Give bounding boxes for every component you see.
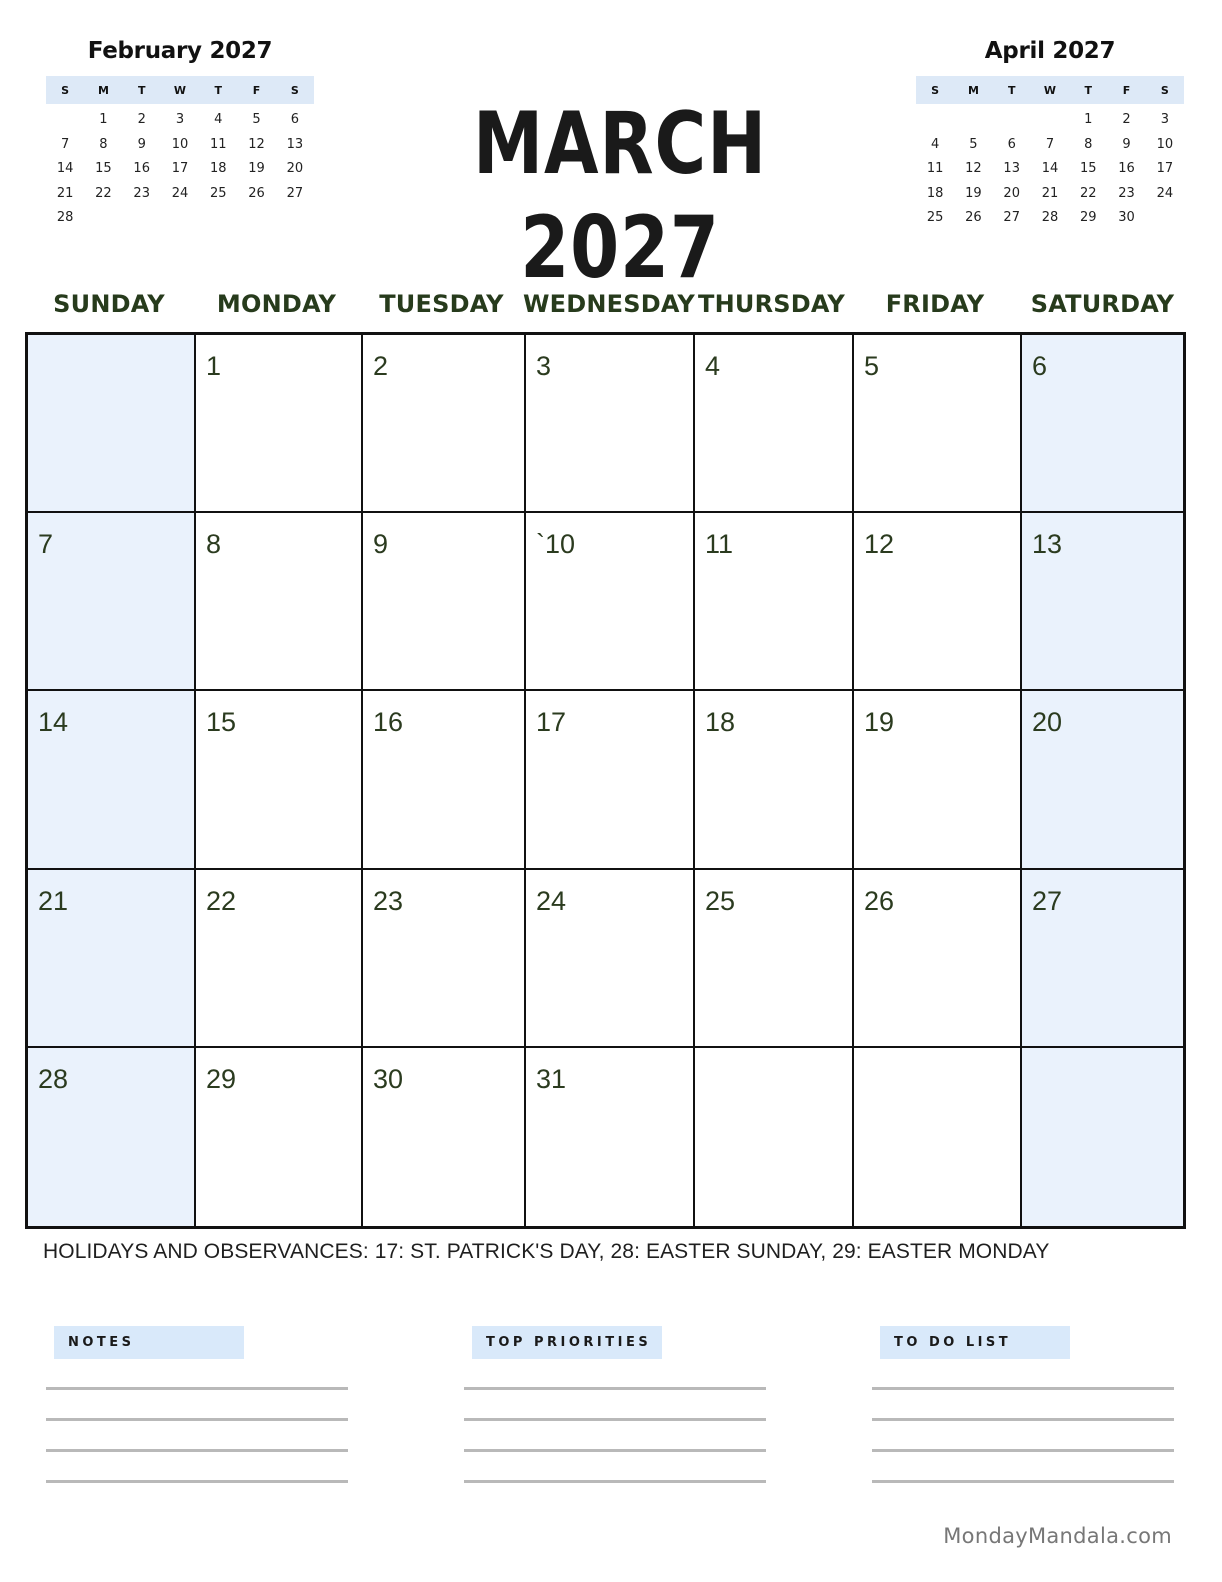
day-number: 28 [38, 1063, 69, 1094]
day-cell [695, 691, 854, 869]
mini-day-number: 21 [1041, 185, 1059, 201]
mini-weekday-label: W [1043, 83, 1057, 97]
mini-day-number: 6 [290, 112, 299, 127]
day-cell [1022, 870, 1183, 1048]
day-number: 5 [864, 351, 880, 381]
mini-day-number: 14 [56, 161, 74, 176]
day-cell [854, 691, 1022, 869]
mini-day-number: 9 [1122, 136, 1131, 152]
mini-calendar-title: April 2027 [984, 38, 1116, 64]
mini-weekday-label: T [1007, 83, 1016, 97]
day-cell [363, 1048, 526, 1226]
mini-weekday-label: M [97, 83, 109, 97]
day-cell [196, 513, 363, 691]
day-number: 21 [38, 885, 69, 916]
top-priorities-section [464, 1326, 766, 1483]
month-grid [25, 332, 1186, 1229]
day-number: 29 [206, 1063, 237, 1094]
weekday-label: MONDAY [216, 290, 337, 318]
day-number: 12 [864, 529, 895, 560]
mini-day-number: 18 [210, 161, 227, 176]
mini-day-number: 16 [133, 161, 150, 176]
section-label: TO DO LIST [880, 1326, 1070, 1359]
day-cell [196, 870, 363, 1048]
mini-weekday-label: S [931, 83, 940, 97]
mini-weekday-label: T [1084, 83, 1093, 97]
writing-line [46, 1449, 348, 1452]
mini-weekday-label: S [290, 83, 299, 97]
day-number: 8 [206, 529, 222, 560]
mini-day-number: 30 [1118, 210, 1135, 225]
mini-day-number: 4 [214, 112, 223, 127]
day-cell [196, 335, 363, 513]
writing-line [46, 1480, 348, 1483]
notes-section [46, 1326, 348, 1483]
mini-day-number: 23 [133, 185, 150, 201]
weekday-label: WEDNESDAY [523, 290, 695, 318]
day-number: 1 [206, 351, 222, 381]
mini-day-number: 2 [1122, 112, 1131, 127]
day-cell [526, 1048, 695, 1226]
mini-calendar-days [46, 108, 314, 231]
day-number: 13 [1032, 529, 1063, 560]
footer-brand: MondayMandala.com [943, 1524, 1172, 1548]
to-do-list-section [872, 1326, 1174, 1483]
mini-day-number: 26 [965, 210, 982, 225]
mini-day-number: 6 [1007, 136, 1016, 152]
mini-day-number: 3 [175, 112, 185, 127]
writing-line [464, 1418, 766, 1421]
day-number: 26 [864, 885, 895, 916]
holidays-text: HOLIDAYS AND OBSERVANCES: 17: ST. PATRICK'S DAY, 28: EASTER SUNDAY, 29: EASTER MONDAY [43, 1240, 1050, 1263]
mini-weekday-label: F [1122, 83, 1131, 97]
day-number: 23 [373, 885, 404, 916]
day-cell [1022, 335, 1183, 513]
writing-line [464, 1387, 766, 1390]
day-number: 9 [373, 529, 389, 560]
mini-day-number: 18 [926, 185, 944, 201]
mini-day-number: 8 [99, 136, 108, 152]
day-number: 4 [705, 351, 721, 381]
day-number: 30 [373, 1063, 404, 1094]
day-cell [526, 335, 695, 513]
writing-line [872, 1387, 1174, 1390]
day-number: 22 [206, 885, 237, 916]
page-title: MARCH 2027 [473, 94, 767, 298]
day-cell [1022, 513, 1183, 691]
day-cell [28, 870, 196, 1048]
mini-day-number: 29 [1080, 210, 1097, 225]
writing-line [46, 1387, 348, 1390]
mini-day-number: 22 [95, 185, 112, 201]
mini-day-number: 5 [969, 136, 978, 152]
day-cell [196, 1048, 363, 1226]
mini-calendar-days [916, 108, 1184, 231]
mini-day-number: 17 [171, 161, 189, 176]
day-cell [854, 1048, 1022, 1226]
mini-day-number: 1 [99, 112, 108, 127]
mini-weekday-label: M [967, 83, 979, 97]
day-cell [1022, 691, 1183, 869]
day-cell [854, 513, 1022, 691]
writing-line [46, 1418, 348, 1421]
weekday-header-row [25, 282, 1186, 326]
day-cell [28, 335, 196, 513]
writing-line [464, 1449, 766, 1452]
mini-day-number [1031, 108, 1069, 133]
mini-day-number: 4 [931, 136, 940, 152]
day-number: 6 [1032, 351, 1048, 381]
day-cell [526, 513, 695, 691]
mini-calendar-weekday-row [46, 76, 314, 104]
mini-day-number: 25 [926, 210, 944, 225]
mini-day-number: 27 [1003, 210, 1020, 225]
mini-day-number: 20 [286, 161, 304, 176]
day-cell [526, 870, 695, 1048]
mini-day-number: 2 [137, 112, 146, 127]
mini-weekday-label: S [1160, 83, 1169, 97]
mini-day-number: 10 [171, 136, 189, 152]
day-cell [695, 513, 854, 691]
writing-line [872, 1418, 1174, 1421]
mini-day-number [993, 108, 1031, 133]
day-number: 3 [536, 351, 552, 381]
day-number: 18 [705, 707, 736, 738]
mini-day-number: 11 [210, 136, 227, 152]
day-cell [695, 870, 854, 1048]
mini-day-number: 22 [1080, 185, 1097, 201]
mini-day-number: 13 [286, 136, 304, 152]
day-cell [363, 335, 526, 513]
day-cell [28, 691, 196, 869]
writing-line [464, 1480, 766, 1483]
day-number: 20 [1032, 707, 1063, 738]
writing-line [872, 1449, 1174, 1452]
weekday-label: SATURDAY [1030, 290, 1175, 318]
day-cell [526, 691, 695, 869]
mini-day-number: 23 [1118, 185, 1135, 201]
mini-day-number: 14 [1041, 161, 1059, 176]
day-number: 24 [536, 885, 567, 916]
section-label: NOTES [54, 1326, 244, 1359]
day-cell [363, 513, 526, 691]
mini-day-number: 13 [1003, 161, 1020, 176]
mini-day-number: 17 [1156, 161, 1174, 176]
mini-day-number: 26 [248, 185, 265, 201]
day-cell [695, 1048, 854, 1226]
mini-day-number: 11 [926, 161, 944, 176]
mini-day-number: 24 [1156, 185, 1174, 201]
mini-day-number: 12 [965, 161, 982, 176]
mini-calendar-weekday-row [916, 76, 1184, 104]
mini-weekday-label: S [61, 83, 70, 97]
mini-weekday-label: T [214, 83, 223, 97]
section-label: TOP PRIORITIES [472, 1326, 662, 1359]
day-cell [363, 870, 526, 1048]
weekday-label: FRIDAY [885, 290, 985, 318]
mini-calendar-april [916, 36, 1184, 231]
mini-day-number: 15 [1080, 161, 1097, 176]
weekday-label: SUNDAY [53, 290, 165, 318]
mini-day-number: 3 [1160, 112, 1169, 127]
weekday-label: TUESDAY [379, 290, 504, 318]
day-number: 16 [373, 707, 404, 738]
day-number: 15 [206, 707, 237, 738]
day-number: 31 [536, 1063, 567, 1094]
mini-day-number: 9 [137, 136, 146, 152]
day-number: 27 [1032, 885, 1063, 916]
day-number: 17 [536, 707, 567, 738]
day-number: 11 [705, 529, 734, 560]
mini-day-number: 21 [56, 185, 74, 201]
mini-day-number: 1 [1084, 112, 1093, 127]
mini-day-number: 15 [95, 161, 112, 176]
mini-day-number: 16 [1118, 161, 1135, 176]
mini-day-number: 24 [171, 185, 189, 201]
mini-day-number: 20 [1003, 185, 1020, 201]
mini-day-number [916, 108, 954, 133]
day-cell [196, 691, 363, 869]
day-number: 2 [373, 351, 389, 381]
day-cell [28, 1048, 196, 1226]
day-number: `10 [536, 529, 576, 560]
mini-day-number: 7 [1045, 136, 1055, 152]
mini-day-number: 12 [248, 136, 265, 152]
mini-day-number: 27 [286, 185, 304, 201]
mini-calendar-february [46, 36, 314, 231]
mini-day-number: 28 [56, 210, 74, 225]
mini-day-number: 10 [1156, 136, 1174, 152]
mini-day-number [46, 108, 84, 133]
mini-day-number: 19 [965, 185, 982, 201]
mini-day-number: 7 [61, 136, 70, 152]
mini-weekday-label: F [252, 83, 261, 97]
day-cell [695, 335, 854, 513]
mini-calendar-title: February 2027 [87, 38, 273, 64]
day-number: 25 [705, 885, 736, 916]
day-cell [854, 335, 1022, 513]
writing-line [872, 1480, 1174, 1483]
day-cell [854, 870, 1022, 1048]
day-cell [1022, 1048, 1183, 1226]
mini-day-number: 25 [210, 185, 227, 201]
day-cell [28, 513, 196, 691]
day-cell [363, 691, 526, 869]
weekday-label: THURSDAY [698, 290, 845, 318]
day-number: 14 [38, 707, 69, 738]
mini-day-number: 8 [1084, 136, 1093, 152]
day-number: 19 [864, 707, 895, 738]
mini-day-number [954, 108, 992, 133]
mini-day-number: 19 [248, 161, 265, 176]
mini-weekday-label: W [173, 83, 187, 97]
mini-weekday-label: T [137, 83, 146, 97]
mini-day-number: 5 [252, 112, 261, 127]
mini-day-number: 28 [1041, 210, 1059, 225]
day-number: 7 [38, 529, 54, 560]
